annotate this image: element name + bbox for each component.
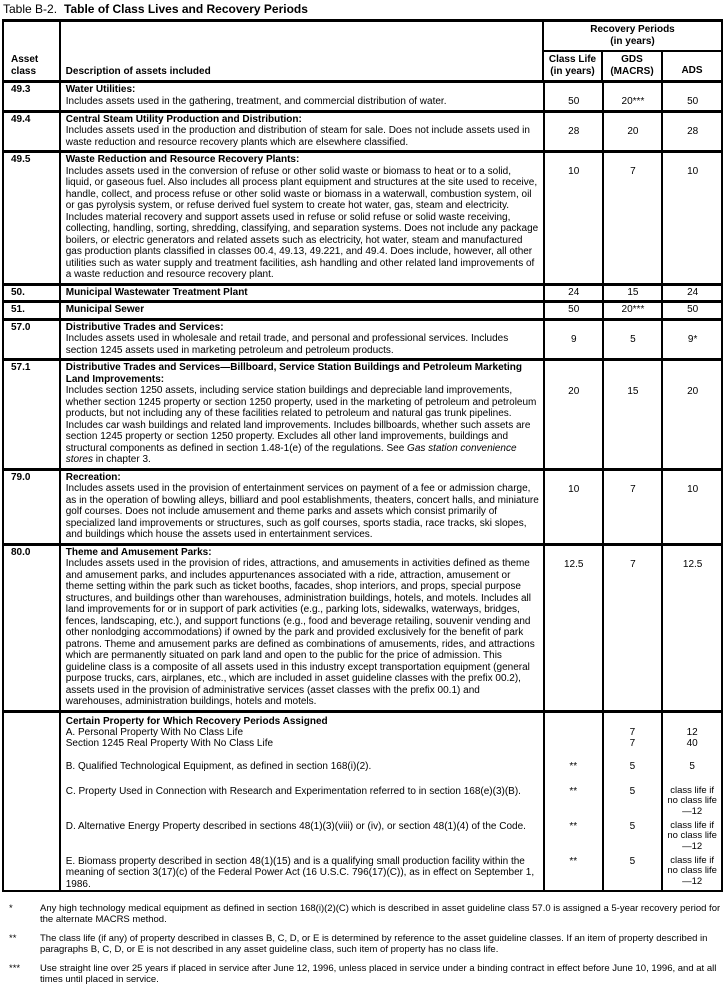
ads-value: class life if no class life—12 [667, 854, 717, 887]
certain-property-item-c: C. Property Used in Connection with Research and Experimentation referred to in section 168(e)(3)(B). [65, 785, 521, 797]
header-subcolumns [544, 52, 721, 80]
row-description: Includes assets used in the gathering, treatment, and commercial distribution of water. [65, 95, 447, 107]
gds-value: 5 [629, 785, 636, 797]
row-heading: Distributive Trades and Services: [65, 321, 224, 333]
footnote [9, 903, 721, 926]
table-header [4, 22, 721, 80]
ads-value: class life if no class life—12 [667, 819, 717, 852]
table-row [4, 283, 721, 301]
ads-value: 5 [689, 760, 695, 772]
ads-value: 50 [661, 83, 721, 110]
class-life-column [543, 713, 602, 890]
table-row [4, 300, 721, 318]
row-heading: Recreation: [65, 471, 121, 483]
footnote-text: The class life (if any) of property described in classes B, C, D, or E is determined by reference to the asset guideline classes. If an item of property described in paragraphs B, C, D, or E is not described in any asset guideline class, such item of property has no class life. [40, 932, 708, 955]
asset-class-cell: 50. [11, 286, 25, 298]
header-class-life [544, 52, 601, 80]
row-description: Includes assets used in wholesale and retail trade, and personal and professional services. Includes section 1245 assets used in marketing petroleum and petroleum products. [65, 333, 509, 356]
header-class-life-line2: (in years) [550, 65, 595, 77]
description-cell [59, 83, 543, 110]
footnote [9, 963, 721, 986]
description-cell [59, 471, 543, 543]
row-heading: Waste Reduction and Resource Recovery Plants: [65, 154, 300, 165]
class-life-value: ** [569, 820, 578, 832]
class-life-value: ** [569, 785, 578, 797]
gds-value: 7 [602, 153, 662, 283]
asset-class-cell: 57.1 [11, 362, 31, 373]
gds-value: 7 [629, 737, 636, 749]
class-life-value: 50 [543, 303, 602, 318]
asset-class-cell: 57.0 [11, 321, 31, 333]
table-row [4, 80, 721, 110]
description-text-end: in chapter 3. [92, 454, 151, 465]
asset-class-cell: 49.3 [11, 84, 31, 95]
description-cell [59, 546, 543, 710]
class-life-value: ** [569, 855, 578, 867]
description-cell [59, 713, 543, 890]
gds-column [602, 713, 662, 890]
class-life-value: 12.5 [543, 546, 602, 710]
row-heading: Distributive Trades and Services—Billboard, Service Station Buildings and Petroleum Marketing Land Improvements: [65, 362, 522, 385]
row-description: Includes assets used in the conversion of refuse or other solid waste or biomass to heat or to a solid, liquid, or gaseous fuel. Also includes all process plant equipment and structures at the site used to receive, handle, collect, and process refuse or other solid waste or biomass in a waterwall, combustion system, oil or gas pyrolysis system, or refuse derived fuel system to create hot water, gas, steam and electricity. Includes material recovery and support assets used in refuse or solid refuse or solid waste receiving, collecting, handling, sorting, shredding, classifying, and separation systems. Does not include any package boilers, or electric generators and related assets such as electricity, hot water, steam and manufactured gas production plants classified in classes 00.4, 49.13, 49.221, and 49.4. Does include, however, all other utilities such as water supply and treatment facilities, ash handling and other related land improvements of a waste reduction and resource recovery plant. [65, 165, 539, 280]
gds-value: 5 [602, 321, 662, 359]
table-row [4, 110, 721, 151]
header-gds-line1: GDS [621, 54, 643, 65]
ads-value: 40 [686, 737, 698, 749]
row-heading: Theme and Amusement Parks: [65, 546, 212, 558]
gds-value: 20 [602, 113, 662, 151]
table-title: Table of Class Lives and Recovery Periods [64, 2, 308, 16]
gds-value: 7 [602, 546, 662, 710]
class-life-value: 50 [543, 83, 602, 110]
ads-value: 10 [661, 471, 721, 543]
ads-value: 12 [686, 726, 698, 738]
header-gds-line2: (MACRS) [610, 65, 654, 77]
header-ads-label: ADS [681, 64, 703, 76]
gds-value: 15 [602, 361, 662, 468]
description-cell [59, 153, 543, 283]
asset-class-cell: 49.5 [11, 154, 31, 165]
header-asset-line2: class [11, 65, 37, 77]
header-recovery-periods [544, 22, 721, 52]
gds-value: 20*** [602, 303, 662, 318]
footnote-marker: * [9, 902, 13, 914]
table-row [4, 358, 721, 468]
row-description: Includes assets used in the production and distribution of steam for sale. Does not include assets used in waste reduction and resource recovery plants which are elsewhere classified. [65, 125, 530, 148]
class-life-value: 9 [543, 321, 602, 359]
page-title [3, 2, 725, 16]
header-ads [661, 52, 721, 80]
certain-property-item-e: E. Biomass property described in section 48(1)(15) and is a qualifying small production facility within the meaning of section 3(17)(c) of the Federal Power Act (16 U.S.C. 796(17)(C)), as in effect on September 1, 1986. [65, 855, 535, 890]
header-asset-line1: Asset [11, 54, 39, 65]
footnote-marker: *** [9, 962, 21, 974]
row-heading: Municipal Wastewater Treatment Plant [65, 286, 248, 298]
header-recovery-line2: (in years) [610, 35, 655, 47]
ads-value: 24 [661, 286, 721, 301]
table-row [4, 543, 721, 710]
certain-property-item-a2: Section 1245 Real Property With No Class Life [65, 737, 274, 749]
table-number: Table B-2. [3, 2, 58, 16]
ads-value: 12.5 [661, 546, 721, 710]
header-gds [601, 52, 661, 80]
description-text: Includes section 1250 assets, including service station buildings and depreciable land improvements, whether section 1245 property or section 1250 property, used in the marketing of petroleum and petroleum products, but not including any of these facilities related to petroleum and natural gas trunk pipelines. Includes car wash buildings and related land improvements. Includes billboards, whether such assets are section 1245 property or section 1250 property. Excludes all other land improvements, buildings and structural components as defined in section 1.48-1(e) of the regulations. See [65, 385, 537, 454]
ads-value: 20 [661, 361, 721, 468]
class-life-value: 28 [543, 113, 602, 151]
gds-value: 20*** [602, 83, 662, 110]
table-row [4, 150, 721, 283]
ads-value: 28 [661, 113, 721, 151]
description-cell [59, 113, 543, 151]
class-life-value: 20 [543, 361, 602, 468]
description-cell [59, 321, 543, 359]
gds-value: 5 [629, 760, 636, 772]
header-description-label: Description of assets included [65, 65, 211, 77]
gds-value: 5 [629, 820, 636, 832]
row-heading: Water Utilities: [65, 84, 136, 95]
class-life-value: ** [569, 760, 578, 772]
gds-value: 5 [629, 855, 636, 867]
certain-property-item-a: A. Personal Property With No Class Life [65, 726, 244, 738]
asset-class-cell [4, 713, 59, 890]
certain-property-heading: Certain Property for Which Recovery Periods Assigned [65, 715, 328, 727]
footnote-text: Any high technology medical equipment as defined in section 168(i)(2)(C) which is described in asset guideline class 57.0 is assigned a 5-year recovery period for the alternate MACRS method. [40, 902, 721, 925]
header-class-life-line1: Class Life [548, 54, 597, 65]
footnote-marker: ** [9, 932, 17, 944]
row-description: Includes assets used in the provision of entertainment services on payment of a fee or admission charge, as in the operation of bowling alleys, billiard and pool establishments, theaters, concert halls, and miniature golf courses. Does not include amusement and theme parks and assets which consist primarily of specialized land improvements or structures, such as golf courses, sports stadia, race tracks, ski slopes, and buildings which house the assets used in entertainment services. [65, 483, 539, 540]
table-row [4, 318, 721, 359]
class-life-value: 24 [543, 286, 602, 301]
asset-class-cell: 49.4 [11, 113, 31, 125]
description-cell [59, 286, 543, 301]
table-row-certain-property [4, 710, 721, 890]
asset-class-cell: 80.0 [11, 546, 31, 558]
header-asset-class [4, 22, 59, 80]
ads-value: class life if no class life—12 [667, 784, 717, 817]
certain-property-item-d: D. Alternative Energy Property described in sections 48(1)(3)(viii) or (iv), or section 48(1)(4) of the Code. [65, 820, 526, 832]
ads-value: 50 [661, 303, 721, 318]
ads-value: 9* [661, 321, 721, 359]
gds-value: 7 [602, 471, 662, 543]
asset-class-cell: 51. [11, 304, 25, 315]
footnote-text: Use straight line over 25 years if placed in service after June 12, 1996, unless placed in service under a binding contract in effect before June 10, 1996, and at all times until placed in service. [40, 962, 717, 985]
row-description [66, 385, 539, 466]
table-row [4, 468, 721, 543]
header-description [59, 22, 542, 80]
gds-value: 15 [602, 286, 662, 301]
ads-value: 10 [661, 153, 721, 283]
gds-value: 7 [629, 726, 636, 738]
footnotes [9, 903, 721, 986]
asset-class-cell: 79.0 [11, 471, 31, 483]
class-life-value: 10 [543, 153, 602, 283]
description-cell [59, 361, 543, 468]
row-description: Includes assets used in the provision of rides, attractions, and amusements in activities defined as theme and amusement parks, and includes appurtenances associated with a ride, attraction, amusement or theme setting within the park such as ticket booths, facades, shop interiors, and props, special purpose structures, and buildings other than warehouses, administration buildings, hotels, and motels. Includes all land improvements for or in support of park activities (e.g., parking lots, sidewalks, waterways, bridges, fences, landscaping, etc.), and support functions (e.g., food and beverage retailing, souvenir vending and other nonlodging accommodations) if owned by the park and provided exclusively for the benefit of park patrons. Theme and amusement parks are defined as combinations of amusements, rides, and attractions which are permanently situated on park land and open to the public for the price of admission. This guideline class is a composite of all assets used in this industry except transportation equipment (general purpose trucks, cars, airplanes, etc., which are included in asset guideline classes with the prefix 00.2), assets used in the provision of administrative services (asset classes with the prefix 00.1) and warehouses, administration buildings, hotels and motels. [65, 558, 535, 707]
class-lives-table [2, 19, 723, 892]
description-italic-reference: Gas station convenience stores [65, 442, 517, 465]
ads-column [661, 713, 721, 890]
header-recovery-line1: Recovery Periods [590, 24, 675, 35]
certain-property-item-b: B. Qualified Technological Equipment, as defined in section 168(i)(2). [65, 760, 372, 772]
header-recovery-group [542, 22, 721, 80]
footnote [9, 933, 721, 956]
row-heading: Municipal Sewer [65, 304, 145, 315]
class-life-value: 10 [543, 471, 602, 543]
description-cell [59, 303, 543, 318]
row-heading: Central Steam Utility Production and Distribution: [65, 113, 302, 125]
